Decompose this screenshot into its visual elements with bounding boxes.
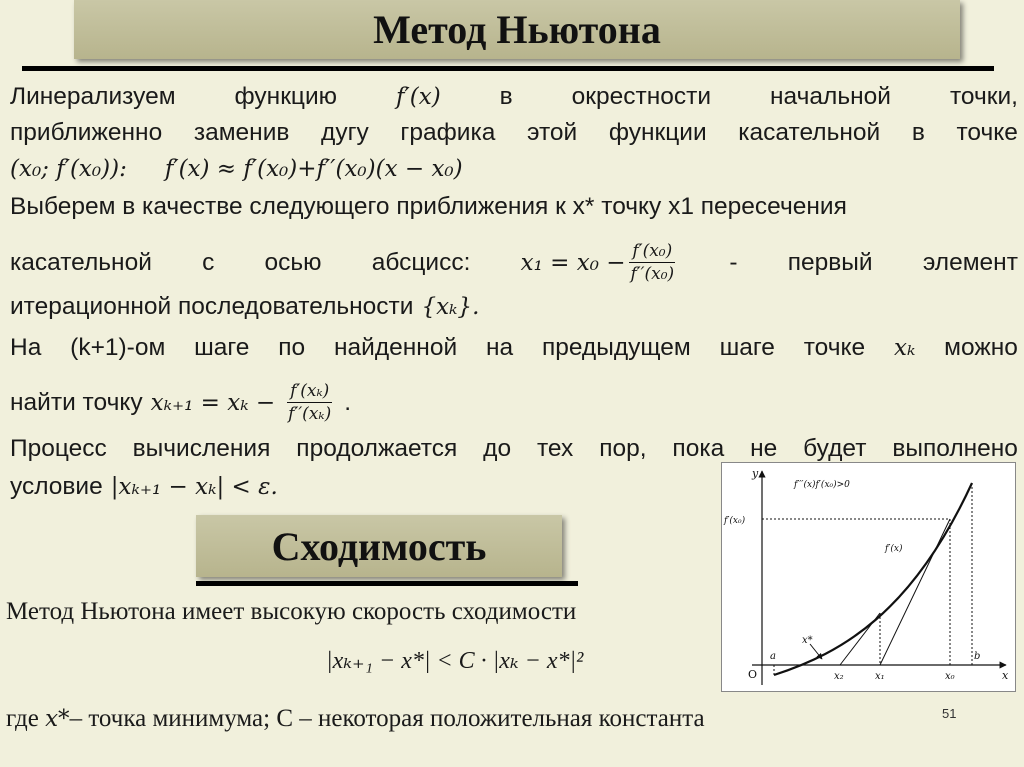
- word: точки,: [949, 83, 1018, 110]
- para3-line2: [10, 380, 1018, 425]
- word: с: [202, 248, 215, 276]
- graph-svg: [722, 463, 1015, 691]
- section-banner: [196, 515, 562, 577]
- word: осью: [264, 248, 322, 276]
- word: -: [729, 248, 738, 276]
- word: функции: [608, 119, 707, 146]
- word: не: [750, 435, 778, 462]
- math-xk1-lhs: xₖ₊₁ = xₖ −: [150, 389, 276, 416]
- word: найденной: [334, 334, 458, 361]
- label-x0: x₀: [945, 671, 955, 682]
- label-b: b: [974, 651, 981, 662]
- label-x2: x₂: [834, 671, 844, 682]
- word: окрестности: [571, 83, 712, 110]
- word: до: [483, 435, 512, 462]
- word: начальной: [770, 83, 891, 110]
- word: точке: [803, 334, 866, 361]
- title-underline: [22, 66, 994, 71]
- word: элемент: [922, 248, 1018, 276]
- para2-line2: [10, 240, 1018, 285]
- label-xstar: x*: [802, 635, 813, 646]
- slide-title: Метод Ньютона: [373, 7, 661, 52]
- page-number: 51: [942, 706, 957, 721]
- denominator: f′′(xₖ): [288, 404, 332, 424]
- tangent-1: [880, 519, 950, 665]
- word: пор,: [599, 435, 647, 462]
- para2-line3: [10, 290, 1018, 324]
- text: найти точку: [10, 388, 143, 416]
- word: функцию: [234, 83, 338, 110]
- math-stop-condition: |xₖ₊₁ − xₖ| < ε.: [110, 474, 278, 500]
- text: – точка минимума; С – некоторая положительная константа: [69, 705, 705, 732]
- title-banner: [74, 0, 960, 59]
- para2-line1: [10, 190, 1018, 224]
- word: на: [485, 334, 514, 361]
- math-tangent-formula: f′(x) ≈ f′(x₀)+f′′(x₀)(x − x₀): [164, 156, 463, 182]
- para1-line3: [10, 152, 1018, 186]
- label-x: x: [1002, 669, 1009, 682]
- word: Процесс: [10, 435, 107, 462]
- period: .: [344, 388, 352, 416]
- word: шаге: [194, 334, 250, 361]
- label-fx0: f′(x₀): [724, 516, 746, 526]
- math-point: (x₀; f′(x₀)):: [10, 156, 127, 182]
- section-underline: [196, 581, 578, 586]
- fraction: [628, 240, 678, 285]
- word: шаге: [719, 334, 775, 361]
- convergence-formula: |xₖ₊₁ − x*| < C · |xₖ − x*|²: [326, 648, 584, 674]
- word: выполнено: [892, 435, 1018, 462]
- xstar-arrow: [810, 644, 822, 659]
- word: касательной: [738, 119, 881, 146]
- word: дугу: [321, 119, 369, 146]
- label-a: a: [770, 651, 776, 662]
- math-x1-lhs: x₁ = x₀ −: [520, 249, 626, 276]
- word: вычисления: [132, 435, 271, 462]
- section-title: Сходимость: [271, 523, 487, 569]
- label-origin: O: [748, 668, 758, 681]
- word: можно: [944, 334, 1018, 361]
- word: первый: [787, 248, 873, 276]
- word: приближенно: [10, 119, 163, 146]
- para1-line2: [10, 116, 1018, 150]
- word: На: [10, 334, 42, 361]
- word: заменив: [193, 119, 290, 146]
- word: Линерализуем: [10, 83, 176, 110]
- numerator: f′(x₀): [629, 240, 675, 263]
- math-sequence: {xₖ}.: [421, 294, 480, 320]
- word: пока: [672, 435, 725, 462]
- label-y: y: [752, 467, 759, 480]
- convergence-line3: [6, 705, 705, 733]
- para3-line1: [10, 331, 1018, 365]
- newton-method-graph: [721, 462, 1016, 692]
- text: Выберем в качестве следующего приближения к x* точку x1 пересечения: [10, 193, 847, 220]
- word: (k+1)-ом: [70, 334, 166, 361]
- formula-x1: [521, 240, 680, 285]
- word: точке: [956, 119, 1018, 146]
- math-xk: xₖ: [893, 335, 916, 361]
- word: графика: [400, 119, 496, 146]
- word: абсцисс:: [371, 248, 471, 276]
- fraction: [285, 380, 334, 425]
- label-condition: f′′′(x)f′(x₀)>0: [794, 480, 850, 490]
- label-curve: f′(x): [885, 544, 903, 554]
- math-xstar: x*: [45, 706, 70, 732]
- denominator: f′′(x₀): [630, 264, 675, 284]
- curve-fprime: [774, 483, 972, 675]
- word: продолжается: [296, 435, 458, 462]
- word: будет: [803, 435, 867, 462]
- word: по: [278, 334, 306, 361]
- word: этой: [526, 119, 578, 146]
- word: в: [911, 119, 925, 146]
- numerator: f′(xₖ): [287, 380, 332, 403]
- convergence-line1: Метод Ньютона имеет высокую скорость сходимости: [6, 598, 577, 625]
- para4-line1: [10, 432, 1018, 466]
- word: предыдущем: [541, 334, 691, 361]
- word: где: [6, 705, 39, 732]
- text: итерационной последовательности: [10, 293, 414, 320]
- para1-line1: [10, 80, 1018, 114]
- label-x1: x₁: [875, 671, 885, 682]
- tangent-2: [840, 613, 880, 665]
- word: тех: [536, 435, 574, 462]
- math-fprime-x: f′(x): [396, 84, 441, 110]
- word: касательной: [10, 248, 152, 276]
- text: условие: [10, 473, 103, 500]
- word: в: [499, 83, 513, 110]
